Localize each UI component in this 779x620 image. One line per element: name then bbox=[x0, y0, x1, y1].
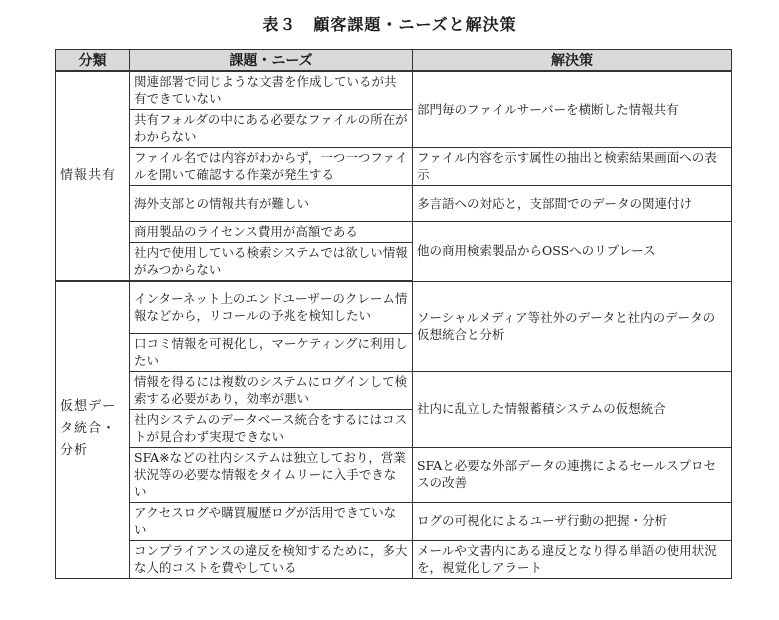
issue-cell: 社内で使用している検索システムでは欲しい情報がみつからない bbox=[130, 243, 413, 282]
table-row bbox=[56, 148, 732, 186]
solution-cell: ファイル内容を示す属性の抽出と検索結果画面への表示 bbox=[413, 148, 732, 186]
table-row bbox=[56, 222, 732, 243]
solution-cell: ログの可視化によるユーザ行動の把握・分析 bbox=[413, 502, 732, 540]
issue-cell: 情報を得るには複数のシステムにログインして検索する必要があり，効率が悪い bbox=[130, 371, 413, 409]
issue-cell: アクセスログや購買履歴ログが活用できていない bbox=[130, 502, 413, 540]
table-row bbox=[56, 540, 732, 578]
table-row bbox=[56, 186, 732, 222]
header-issue: 課題・ニーズ bbox=[130, 50, 413, 72]
issue-cell: 関連部署で同じような文書を作成しているが共有できていない bbox=[130, 71, 413, 110]
header-category: 分類 bbox=[56, 50, 130, 72]
issue-cell: 海外支部との情報共有が難しい bbox=[130, 186, 413, 222]
category-cell: 仮想データ統合・分析 bbox=[56, 281, 130, 578]
category-cell: 情報共有 bbox=[56, 71, 130, 281]
table-row bbox=[56, 281, 732, 333]
solution-cell: 多言語への対応と，支部間でのデータの関連付け bbox=[413, 186, 732, 222]
solution-cell: 部門毎のファイルサーバーを横断した情報共有 bbox=[413, 71, 732, 148]
issue-cell: ファイル名では内容がわからず，一つ一つファイルを開いて確認する作業が発生する bbox=[130, 148, 413, 186]
solution-cell: ソーシャルメディア等社外のデータと社内のデータの仮想統合と分析 bbox=[413, 281, 732, 371]
issue-cell: インターネット上のエンドユーザーのクレーム情報などから，リコールの予兆を検知したい bbox=[130, 281, 413, 333]
table-title: 表３ 顧客課題・ニーズと解決策 bbox=[262, 15, 517, 34]
table-row bbox=[56, 502, 732, 540]
header-solution: 解決策 bbox=[413, 50, 732, 72]
table-row bbox=[56, 447, 732, 502]
issue-cell: 共有フォルダの中にある必要なファイルの所在がわからない bbox=[130, 110, 413, 148]
table-row bbox=[56, 71, 732, 110]
solution-cell: 他の商用検索製品からOSSへのリプレース bbox=[413, 222, 732, 282]
issue-cell: コンプライアンスの違反を検知するために，多大な人的コストを費やしている bbox=[130, 540, 413, 578]
solution-cell: 社内に乱立した情報蓄積システムの仮想統合 bbox=[413, 371, 732, 447]
header-row bbox=[56, 50, 732, 72]
table-row bbox=[56, 371, 732, 409]
solution-cell: メールや文書内にある違反となり得る単語の使用状況を，視覚化しアラート bbox=[413, 540, 732, 578]
solution-cell: SFAと必要な外部データの連携によるセールスプロセスの改善 bbox=[413, 447, 732, 502]
issue-cell: 商用製品のライセンス費用が高額である bbox=[130, 222, 413, 243]
issue-cell: 社内システムのデータベース統合をするにはコストが見合わず実現できない bbox=[130, 409, 413, 447]
issues-solutions-table bbox=[55, 49, 732, 579]
issue-cell: SFA※などの社内システムは独立しており，営業状況等の必要な情報をタイムリーに入手できない bbox=[130, 447, 413, 502]
issue-cell: 口コミ情報を可視化し，マーケティングに利用したい bbox=[130, 333, 413, 371]
